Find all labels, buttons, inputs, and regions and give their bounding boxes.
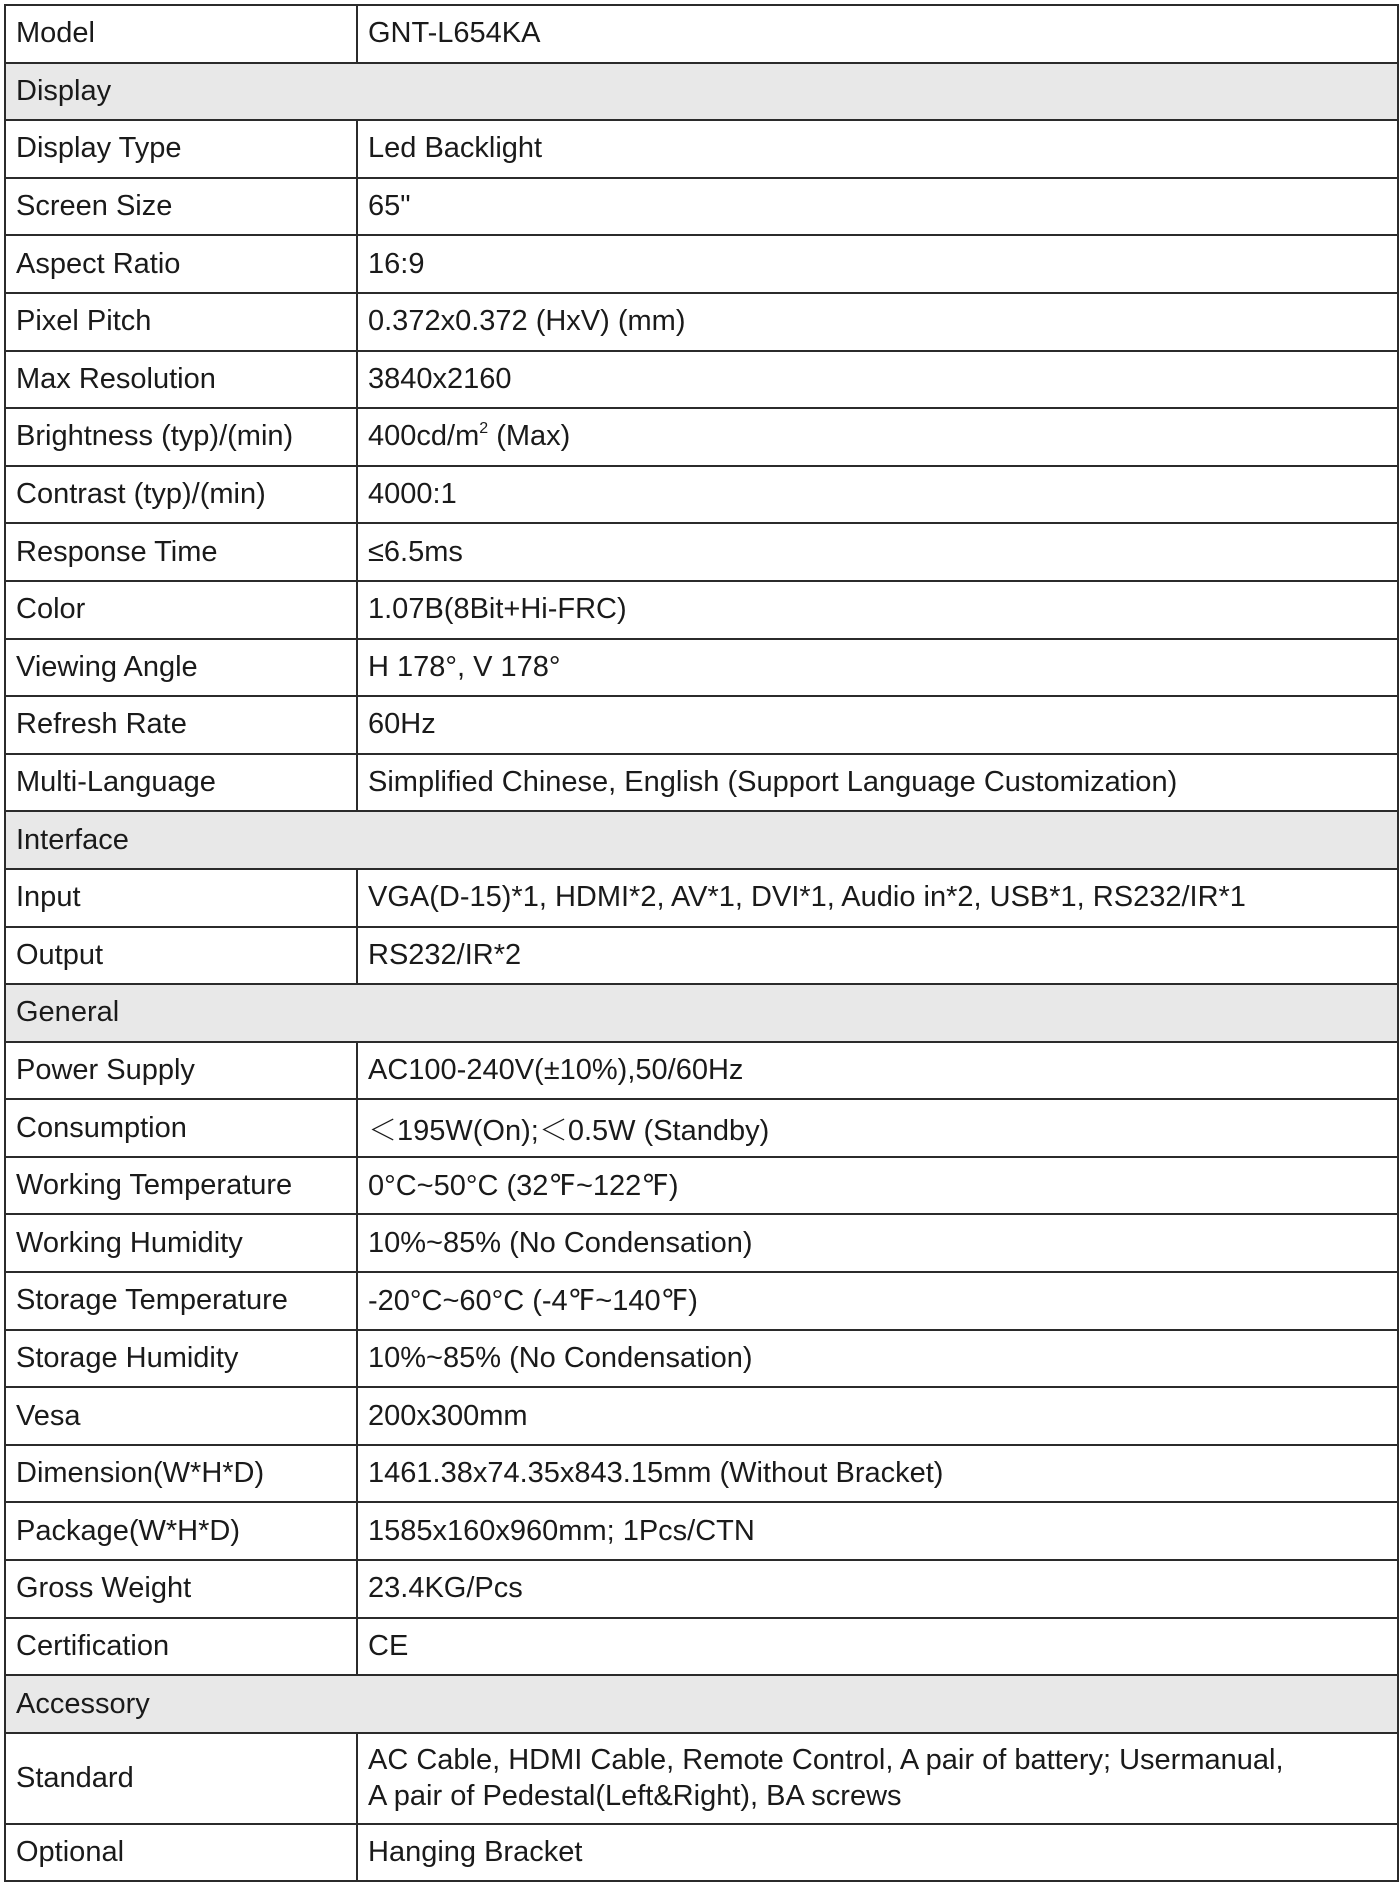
row-label: Contrast (typ)/(min): [5, 466, 357, 524]
row-value: [357, 1733, 1398, 1824]
row-multi-language: [5, 754, 1398, 812]
row-label: Working Temperature: [5, 1157, 357, 1215]
section-title: Accessory: [5, 1675, 1398, 1733]
row-label: Optional: [5, 1824, 357, 1882]
row-value: AC100-240V(±10%),50/60Hz: [357, 1042, 1398, 1100]
row-aspect-ratio: [5, 235, 1398, 293]
section-interface-header: [5, 811, 1398, 869]
row-label: Vesa: [5, 1387, 357, 1445]
row-screen-size: [5, 178, 1398, 236]
row-label: Aspect Ratio: [5, 235, 357, 293]
row-display-type: [5, 120, 1398, 178]
value-line-2: A pair of Pedestal(Left&Right), BA screws: [368, 1780, 902, 1813]
row-label: Viewing Angle: [5, 639, 357, 697]
section-general-header: [5, 984, 1398, 1042]
row-consumption: [5, 1099, 1398, 1157]
row-response-time: [5, 523, 1398, 581]
row-value: 60Hz: [357, 696, 1398, 754]
row-color: [5, 581, 1398, 639]
row-label: Package(W*H*D): [5, 1502, 357, 1560]
row-value: 0.372x0.372 (HxV) (mm): [357, 293, 1398, 351]
row-standard: [5, 1733, 1398, 1824]
row-label: Working Humidity: [5, 1214, 357, 1272]
row-value: 1.07B(8Bit+Hi-FRC): [357, 581, 1398, 639]
row-value: -20°C~60°C (-4℉~140℉): [357, 1272, 1398, 1330]
row-value: VGA(D-15)*1, HDMI*2, AV*1, DVI*1, Audio in*2, USB*1, RS232/IR*1: [357, 869, 1398, 927]
value-tail: (Max): [488, 420, 571, 453]
row-label: Dimension(W*H*D): [5, 1445, 357, 1503]
row-model: [5, 5, 1398, 63]
row-output: [5, 927, 1398, 985]
row-value: 10%~85% (No Condensation): [357, 1214, 1398, 1272]
row-contrast: [5, 466, 1398, 524]
row-label: Storage Humidity: [5, 1330, 357, 1388]
row-label: Input: [5, 869, 357, 927]
row-label: Certification: [5, 1618, 357, 1676]
row-gross-weight: [5, 1560, 1398, 1618]
section-display-header: [5, 63, 1398, 121]
row-label: Gross Weight: [5, 1560, 357, 1618]
section-title: General: [5, 984, 1398, 1042]
row-refresh-rate: [5, 696, 1398, 754]
row-label: Standard: [5, 1733, 357, 1824]
row-vesa: [5, 1387, 1398, 1445]
row-value: 200x300mm: [357, 1387, 1398, 1445]
row-dimension: [5, 1445, 1398, 1503]
row-value: GNT-L654KA: [357, 5, 1398, 63]
row-working-humidity: [5, 1214, 1398, 1272]
row-value: 0°C~50°C (32℉~122℉): [357, 1157, 1398, 1215]
row-pixel-pitch: [5, 293, 1398, 351]
row-label: Response Time: [5, 523, 357, 581]
row-value: ≤6.5ms: [357, 523, 1398, 581]
row-value: 3840x2160: [357, 351, 1398, 409]
row-value: CE: [357, 1618, 1398, 1676]
row-label: Power Supply: [5, 1042, 357, 1100]
row-value: 16:9: [357, 235, 1398, 293]
spec-table: [4, 4, 1399, 1882]
row-value: RS232/IR*2: [357, 927, 1398, 985]
row-storage-humidity: [5, 1330, 1398, 1388]
row-label: Max Resolution: [5, 351, 357, 409]
row-power-supply: [5, 1042, 1398, 1100]
row-certification: [5, 1618, 1398, 1676]
row-label: Pixel Pitch: [5, 293, 357, 351]
row-label: Output: [5, 927, 357, 985]
row-brightness: [5, 408, 1398, 466]
row-value: Hanging Bracket: [357, 1824, 1398, 1882]
row-storage-temperature: [5, 1272, 1398, 1330]
row-value: Led Backlight: [357, 120, 1398, 178]
value-main: 400cd/m: [368, 420, 480, 453]
row-working-temperature: [5, 1157, 1398, 1215]
row-input: [5, 869, 1398, 927]
row-value: Simplified Chinese, English (Support Language Customization): [357, 754, 1398, 812]
row-label: Storage Temperature: [5, 1272, 357, 1330]
row-label: Color: [5, 581, 357, 639]
row-max-resolution: [5, 351, 1398, 409]
section-title: Interface: [5, 811, 1398, 869]
row-label: Multi-Language: [5, 754, 357, 812]
row-label: Refresh Rate: [5, 696, 357, 754]
row-value: [357, 408, 1398, 466]
value-line-1: AC Cable, HDMI Cable, Remote Control, A pair of battery; Usermanual,: [368, 1744, 1284, 1777]
row-value: H 178°, V 178°: [357, 639, 1398, 697]
row-label: Brightness (typ)/(min): [5, 408, 357, 466]
row-package: [5, 1502, 1398, 1560]
row-viewing-angle: [5, 639, 1398, 697]
row-value: 1585x160x960mm; 1Pcs/CTN: [357, 1502, 1398, 1560]
row-value: ＜195W(On);＜0.5W (Standby): [357, 1099, 1398, 1157]
row-value: 10%~85% (No Condensation): [357, 1330, 1398, 1388]
row-label: Consumption: [5, 1099, 357, 1157]
row-value: 65": [357, 178, 1398, 236]
row-value: 1461.38x74.35x843.15mm (Without Bracket): [357, 1445, 1398, 1503]
section-title: Display: [5, 63, 1398, 121]
row-optional: [5, 1824, 1398, 1882]
row-label: Screen Size: [5, 178, 357, 236]
row-value: 23.4KG/Pcs: [357, 1560, 1398, 1618]
section-accessory-header: [5, 1675, 1398, 1733]
row-value: 4000:1: [357, 466, 1398, 524]
value-superscript: 2: [479, 420, 489, 438]
row-label: Model: [5, 5, 357, 63]
row-label: Display Type: [5, 120, 357, 178]
